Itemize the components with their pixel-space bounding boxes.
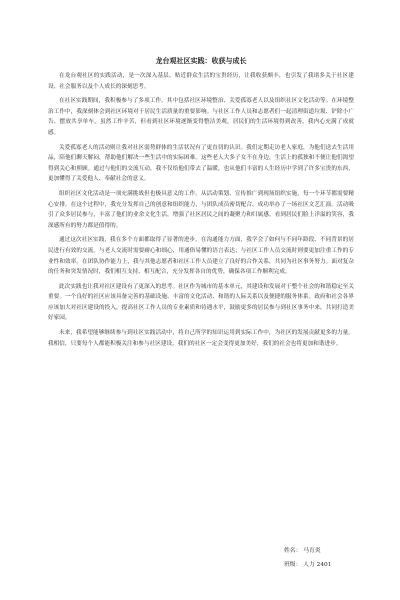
paragraph-future: 未来，我希望能够继续参与到社区实践活动中，将自己所学的知识运用到实际工作中，为社区的发展贡献更多的力量。我相信，只要每个人都能积极关注和参与社区建设，我们的社区一定会变得更加美好，我们的社会也将更加和谐进步。	[48, 330, 354, 347]
paragraph-intro: 在龙台观社区的实践活动，是一次深入基层、贴近群众生活的宝贵经历，让我收获颇丰，也引发了我诸多关于社区建设、社会服务以及个人成长的深刻思考。	[48, 73, 354, 90]
paragraph-progress: 通过这次社区实践，我在多个方面都取得了显著的进步。在沟通能力方面，我学会了如何与不同年龄段、不同背景的居民进行有效的交流。与老人交流时需要耐心和细心，用通俗易懂的语言表达；与社区工作人员交流时则要更加注重工作的专业性和效率。在团队协作能力上，我与其他志愿者和社区工作人员建立了良好的合作关系，共同为社区事务努力。面对复杂的任务和突发情况时，我们相互支持、相互配合，充分发挥各自的优势，确保各项工作顺利完成。	[48, 237, 354, 276]
paragraph-elderly-care: 关爱孤寡老人的活动则让我对社区弱势群体的生活状况有了更直切的认识。我们定期走访老人家庭，为他们送去生活用品，陪他们聊天解闷，帮助他们解决一些生活中的实际困难。这些老人大多子女不在身边，生活上的孤独和不便让他们渴望得到关心和照顾。通过与他们的交流互动，我不仅给他们带去了温暖，也从他们丰富的人生经历中学到了许多宝贵的东西，更加懂得了关爱他人、奉献社会的意义。	[48, 144, 354, 183]
paragraph-environment: 在社区实践期间，我积极参与了多项工作，其中包括社区环境整治、关爱孤寡老人以及组织社区文化活动等。在环境整治工作中，我深刻体会到社区环境对于居民生活质量的重要影响。与社区工作人员和志愿者们一起清理街道垃圾、铲除小广告、摆放共享单车，虽然工作辛苦，但看到社区环境逐渐变得整洁美观，居民们的生活环境得到改善，我内心充满了成就感。	[48, 98, 354, 136]
signature-name: 姓名： 马育炎	[284, 548, 321, 554]
paragraph-reflection: 此次实践也让我对社区建设有了更深入的思考。社区作为城市的基本单元，其建设和发展对于整个社会的和谐稳定至关重要。一个良好的社区应该具备完善的基础设施、丰富的文化活动、和谐的人际关系以及便捷的服务体系。政府和社会各界应该加大对社区建设的投入，提高社区工作人员的专业素质和待遇水平，鼓励更多的居民参与到社区事务中来，共同打造美好家园。	[48, 283, 354, 322]
signature-class: 班级： 人力 2401	[284, 562, 332, 568]
document-title: 龙台观社区实践：收获与成长	[155, 56, 247, 65]
paragraph-cultural-activity: 组织社区文化活动是一项充满挑战但也极具意义的工作。从活动策划、宣传推广到现场组织实施，每一个环节都需要精心安排。在这个过程中，我充分发挥自己的创意和组织能力，与团队成员密切配合，成功举办了一场社区文艺汇演。活动吸引了众多居民参与，丰富了他们的业余文化生活，增强了社区居民之间的凝聚力和归属感。看到居民们脸上洋溢的笑容，我深感所有的努力都是值得的。	[48, 190, 354, 229]
